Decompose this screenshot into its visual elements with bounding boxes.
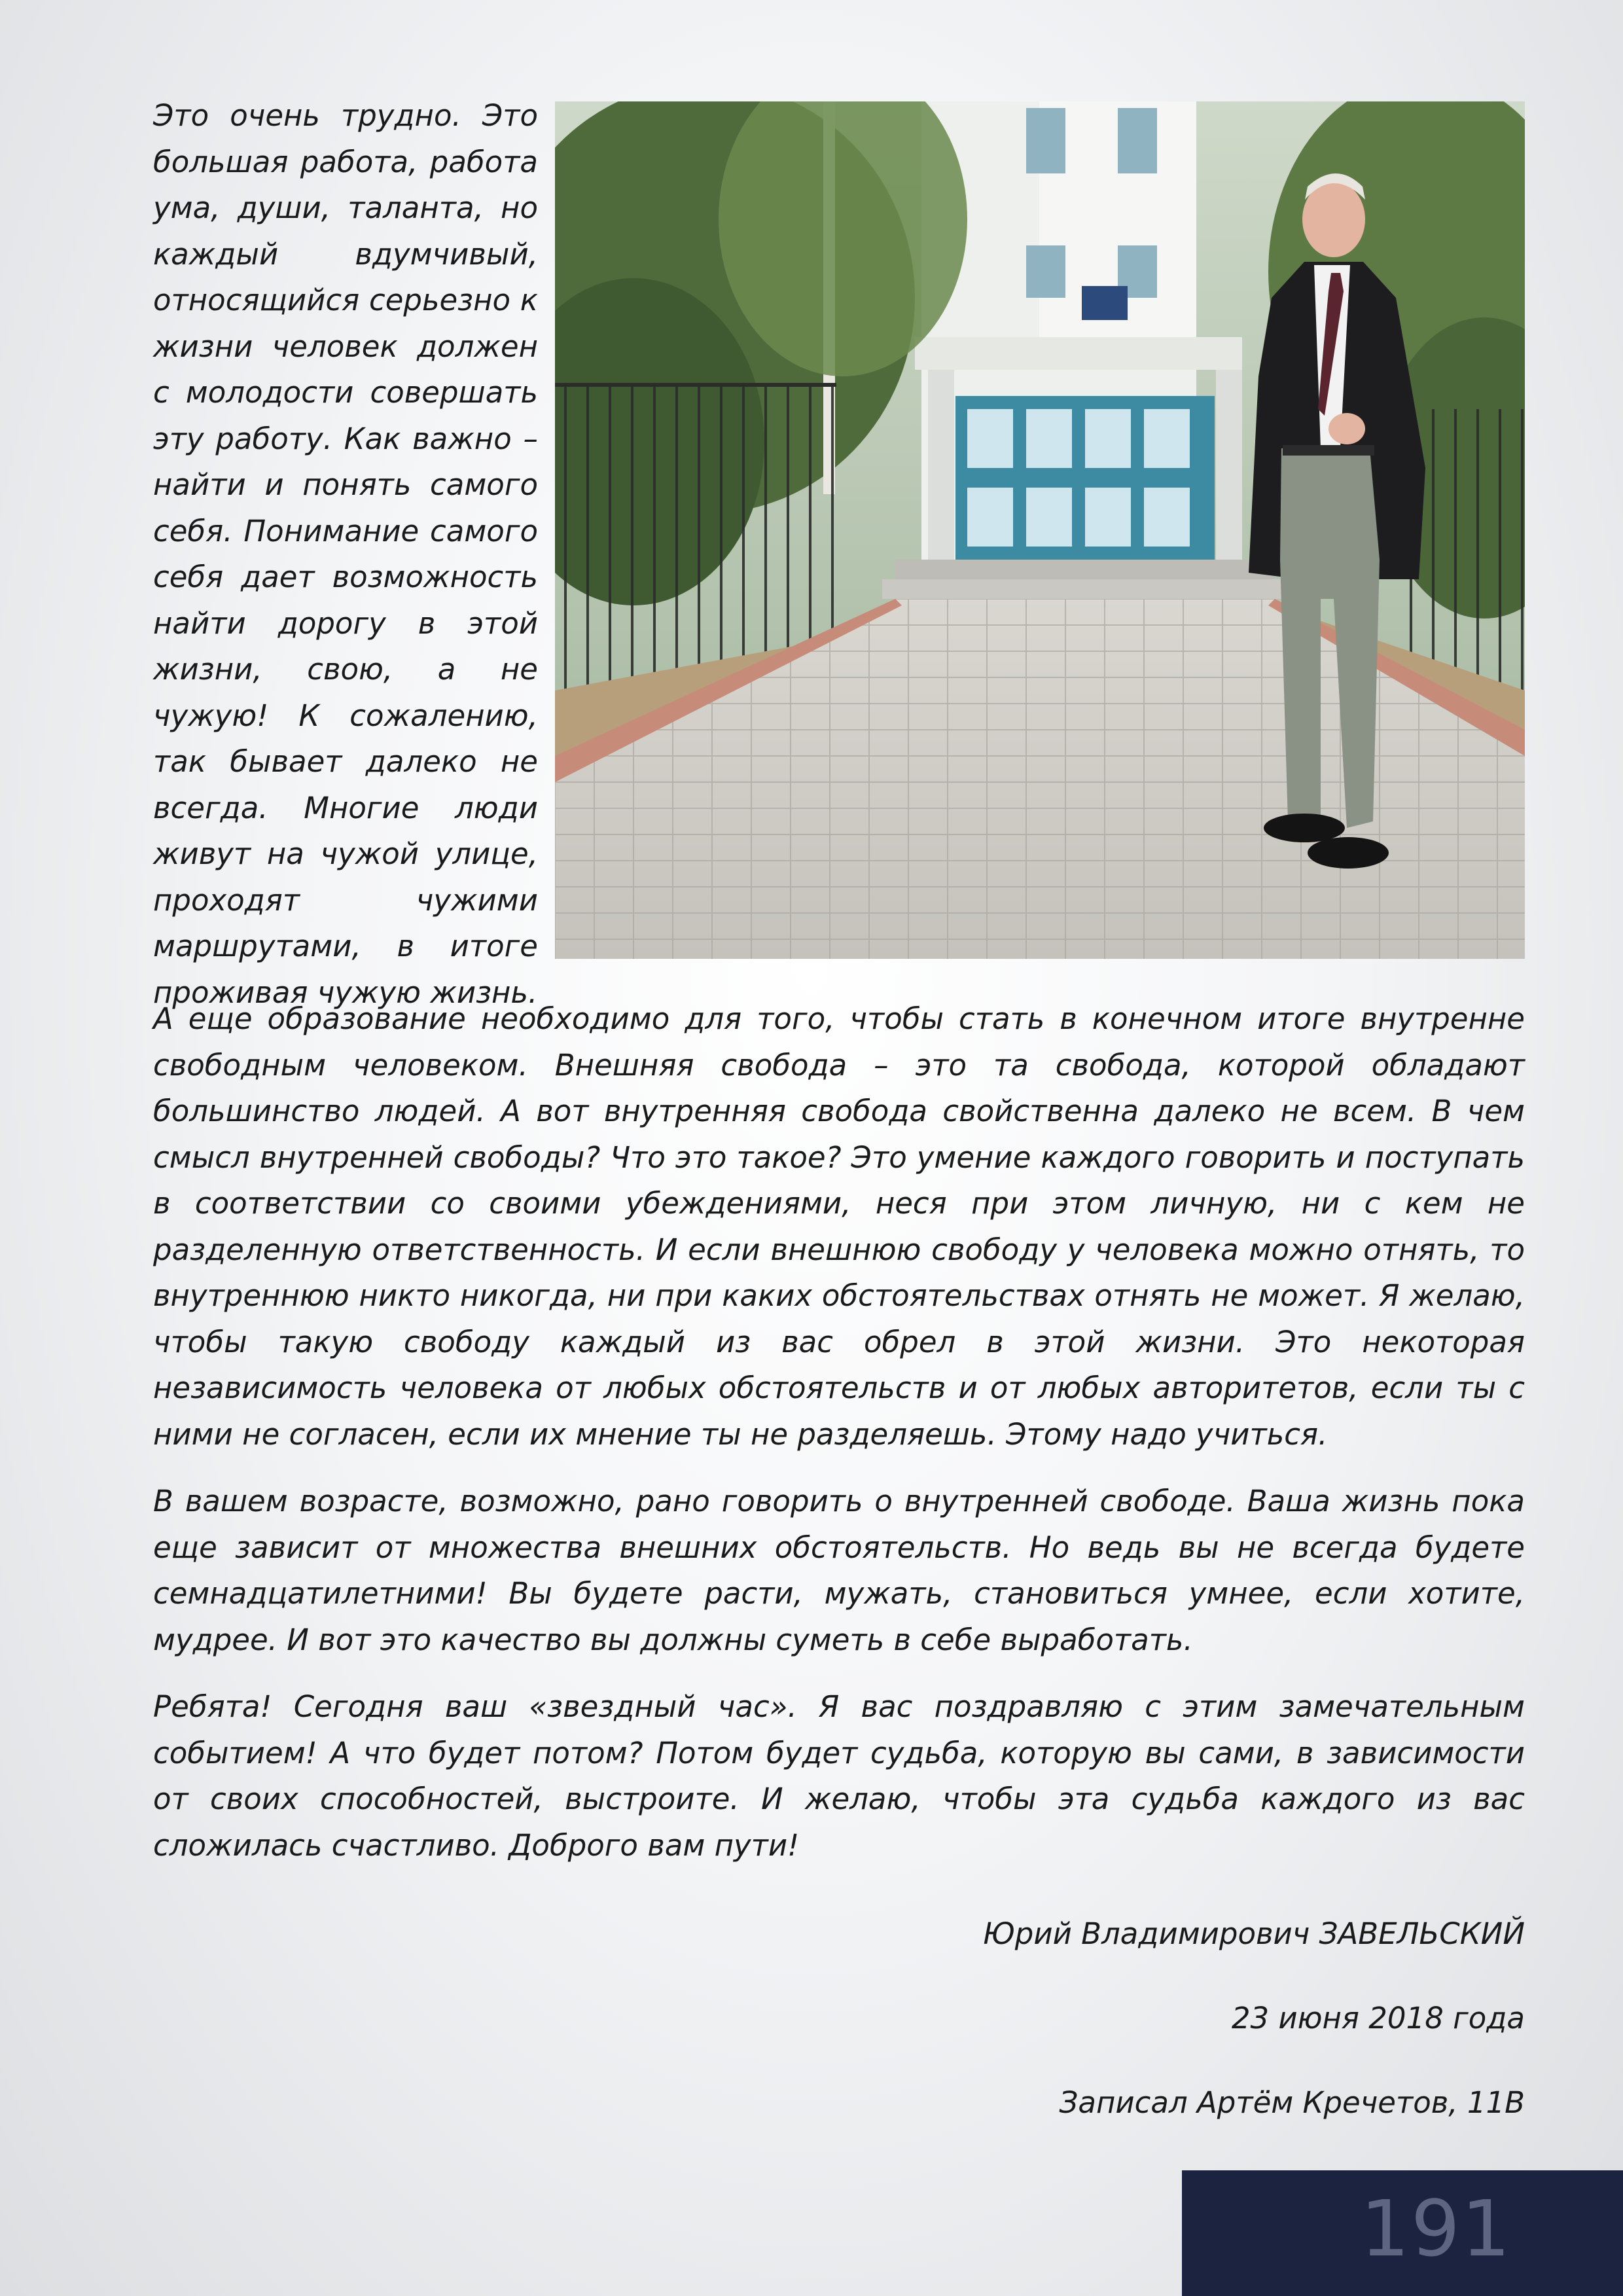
- photo-man-in-front-of-school: [555, 101, 1525, 959]
- paragraph-congratulations: Ребята! Сегодня ваш «звездный час». Я вас поздравляю с этим замечательным событием! А что будет потом? Потом будет судьба, которую вы сами, в зависимости от своих способностей, выстроите. И желаю, чтобы эта судьба каждого из вас сложилась счастливо. Доброго вам пути!: [153, 1689, 1525, 1863]
- signature-recorded-by: Записал Артём Кречетов, 11В: [1059, 2085, 1525, 2120]
- signature-date: 23 июня 2018 года: [1231, 2001, 1525, 2036]
- signature-author: Юрий Владимирович ЗАВЕЛЬСКИЙ: [983, 1916, 1525, 1951]
- page-number: 191: [1360, 2183, 1512, 2274]
- body-text: [153, 996, 1525, 1890]
- intro-paragraph: Это очень трудно. Это большая работа, работа ума, души, таланта, но каждый вдумчивый, относящийся серьезно к жизни человек должен с молодости совершать эту работу. Как важно – найти и понять самого себя. Понимание самого себя дает возможность найти дорогу в этой жизни, свою, а не чужую! К сожалению, так бывает далеко не всегда. Многие люди живут на чужой улице, проходят чужими маршрутами, в итоге проживая чужую жизнь.: [153, 98, 538, 1010]
- page-number-box: [1182, 2170, 1623, 2296]
- paragraph-age: В вашем возрасте, возможно, рано говорить о внутренней свободе. Ваша жизнь пока еще зависит от множества внешних обстоятельств. Но ведь вы не всегда будете семнадцатилетними! Вы будете расти, мужать, становиться умнее, если хотите, мудрее. И вот это качество вы должны суметь в себе выработать.: [153, 1484, 1525, 1657]
- paragraph-inner-freedom: А еще образование необходимо для того, чтобы стать в конечном итоге внутренне свободным человеком. Внешняя свобода – это та свобода, которой обладают большинство людей. А вот внутренняя свобода свойственна далеко не всем. В чем смысл внутренней свободы? Что это такое? Это умение каждого говорить и поступать в соответствии со своими убеждениями, неся при этом личную, ни с кем не разделенную ответственность. И если внешнюю свободу у человека можно отнять, то внутреннюю никто никогда, ни при каких обстоятельствах отнять не может. Я желаю, чтобы такую свободу каждый из вас обрел в этой жизни. Это некоторая независимость человека от любых обстоятельств и от любых авторитетов, если ты с ними не согласен, если их мнение ты не разделяешь. Этому надо учиться.: [153, 1001, 1525, 1452]
